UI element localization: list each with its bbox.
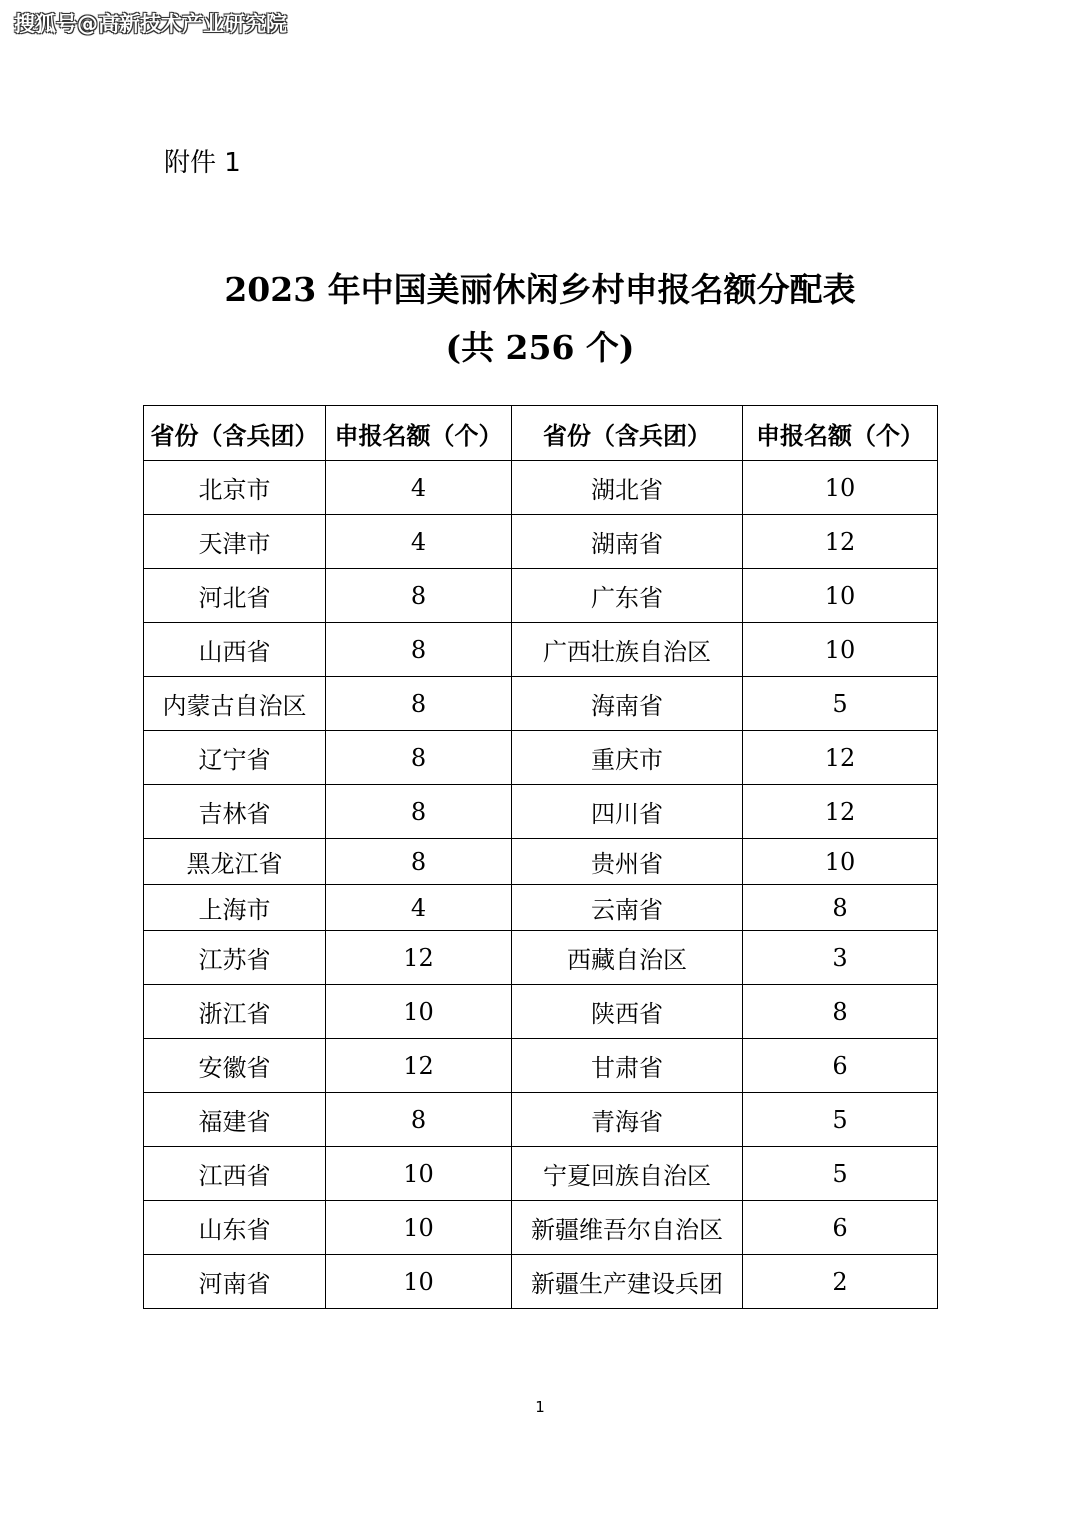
cell-province-left: 天津市 [144,515,326,569]
cell-quota-left: 8 [326,623,512,677]
cell-quota-left: 4 [326,515,512,569]
cell-province-right: 广东省 [512,569,743,623]
cell-quota-right: 12 [743,785,938,839]
header-province-right: 省份（含兵团） [512,406,743,461]
cell-province-right: 新疆维吾尔自治区 [512,1201,743,1255]
header-quota-right: 申报名额（个） [743,406,938,461]
table-row [144,885,938,931]
cell-quota-left: 4 [326,885,512,931]
cell-quota-left: 8 [326,785,512,839]
cell-quota-right: 5 [743,1147,938,1201]
cell-province-right: 西藏自治区 [512,931,743,985]
attachment-label: 附件 1 [164,148,241,178]
table-row [144,677,938,731]
cell-province-right: 海南省 [512,677,743,731]
cell-province-left: 安徽省 [144,1039,326,1093]
table-row [144,461,938,515]
table-row [144,623,938,677]
cell-province-left: 北京市 [144,461,326,515]
page-number: 1 [535,1398,545,1416]
cell-quota-right: 6 [743,1201,938,1255]
cell-quota-left: 10 [326,1147,512,1201]
cell-quota-left: 12 [326,1039,512,1093]
cell-quota-left: 10 [326,1201,512,1255]
cell-quota-left: 8 [326,839,512,885]
table-row [144,1255,938,1309]
cell-province-left: 江西省 [144,1147,326,1201]
cell-province-right: 四川省 [512,785,743,839]
cell-quota-left: 4 [326,461,512,515]
cell-province-left: 浙江省 [144,985,326,1039]
cell-quota-left: 8 [326,731,512,785]
cell-province-left: 山东省 [144,1201,326,1255]
cell-quota-right: 5 [743,1093,938,1147]
table-row [144,1147,938,1201]
cell-quota-right: 10 [743,569,938,623]
cell-quota-right: 5 [743,677,938,731]
table-row [144,731,938,785]
cell-quota-left: 8 [326,569,512,623]
cell-quota-left: 12 [326,931,512,985]
document-title: 2023 年中国美丽休闲乡村申报名额分配表 [224,270,856,309]
cell-quota-right: 3 [743,931,938,985]
cell-province-left: 山西省 [144,623,326,677]
cell-province-right: 新疆生产建设兵团 [512,1255,743,1309]
table-header-row [144,406,938,461]
cell-quota-right: 12 [743,515,938,569]
cell-province-right: 重庆市 [512,731,743,785]
cell-quota-left: 10 [326,1255,512,1309]
cell-province-left: 吉林省 [144,785,326,839]
watermark: 搜狐号@高新技术产业研究院 [14,12,287,36]
table-row [144,985,938,1039]
table-row [144,1093,938,1147]
cell-province-left: 福建省 [144,1093,326,1147]
table-row [144,569,938,623]
cell-quota-right: 8 [743,885,938,931]
table-row [144,515,938,569]
cell-quota-right: 8 [743,985,938,1039]
header-province-left: 省份（含兵团） [144,406,326,461]
cell-province-left: 辽宁省 [144,731,326,785]
cell-quota-right: 10 [743,623,938,677]
cell-quota-right: 2 [743,1255,938,1309]
cell-province-left: 黑龙江省 [144,839,326,885]
table-row [144,839,938,885]
cell-province-left: 江苏省 [144,931,326,985]
cell-province-right: 贵州省 [512,839,743,885]
cell-province-right: 甘肃省 [512,1039,743,1093]
table-row [144,931,938,985]
cell-province-right: 湖北省 [512,461,743,515]
document-subtitle: (共 256 个) [445,328,635,367]
cell-province-right: 广西壮族自治区 [512,623,743,677]
quota-table [143,405,938,1309]
cell-province-left: 内蒙古自治区 [144,677,326,731]
cell-quota-left: 8 [326,677,512,731]
cell-province-right: 湖南省 [512,515,743,569]
cell-quota-right: 10 [743,839,938,885]
cell-province-right: 陕西省 [512,985,743,1039]
cell-province-right: 宁夏回族自治区 [512,1147,743,1201]
table-row [144,1201,938,1255]
table-row [144,785,938,839]
cell-province-right: 云南省 [512,885,743,931]
cell-province-left: 河南省 [144,1255,326,1309]
header-quota-left: 申报名额（个） [326,406,512,461]
cell-province-right: 青海省 [512,1093,743,1147]
cell-quota-right: 10 [743,461,938,515]
cell-province-left: 上海市 [144,885,326,931]
table-row [144,1039,938,1093]
cell-quota-right: 6 [743,1039,938,1093]
table-body [144,461,938,1309]
cell-quota-left: 8 [326,1093,512,1147]
cell-quota-right: 12 [743,731,938,785]
cell-quota-left: 10 [326,985,512,1039]
cell-province-left: 河北省 [144,569,326,623]
